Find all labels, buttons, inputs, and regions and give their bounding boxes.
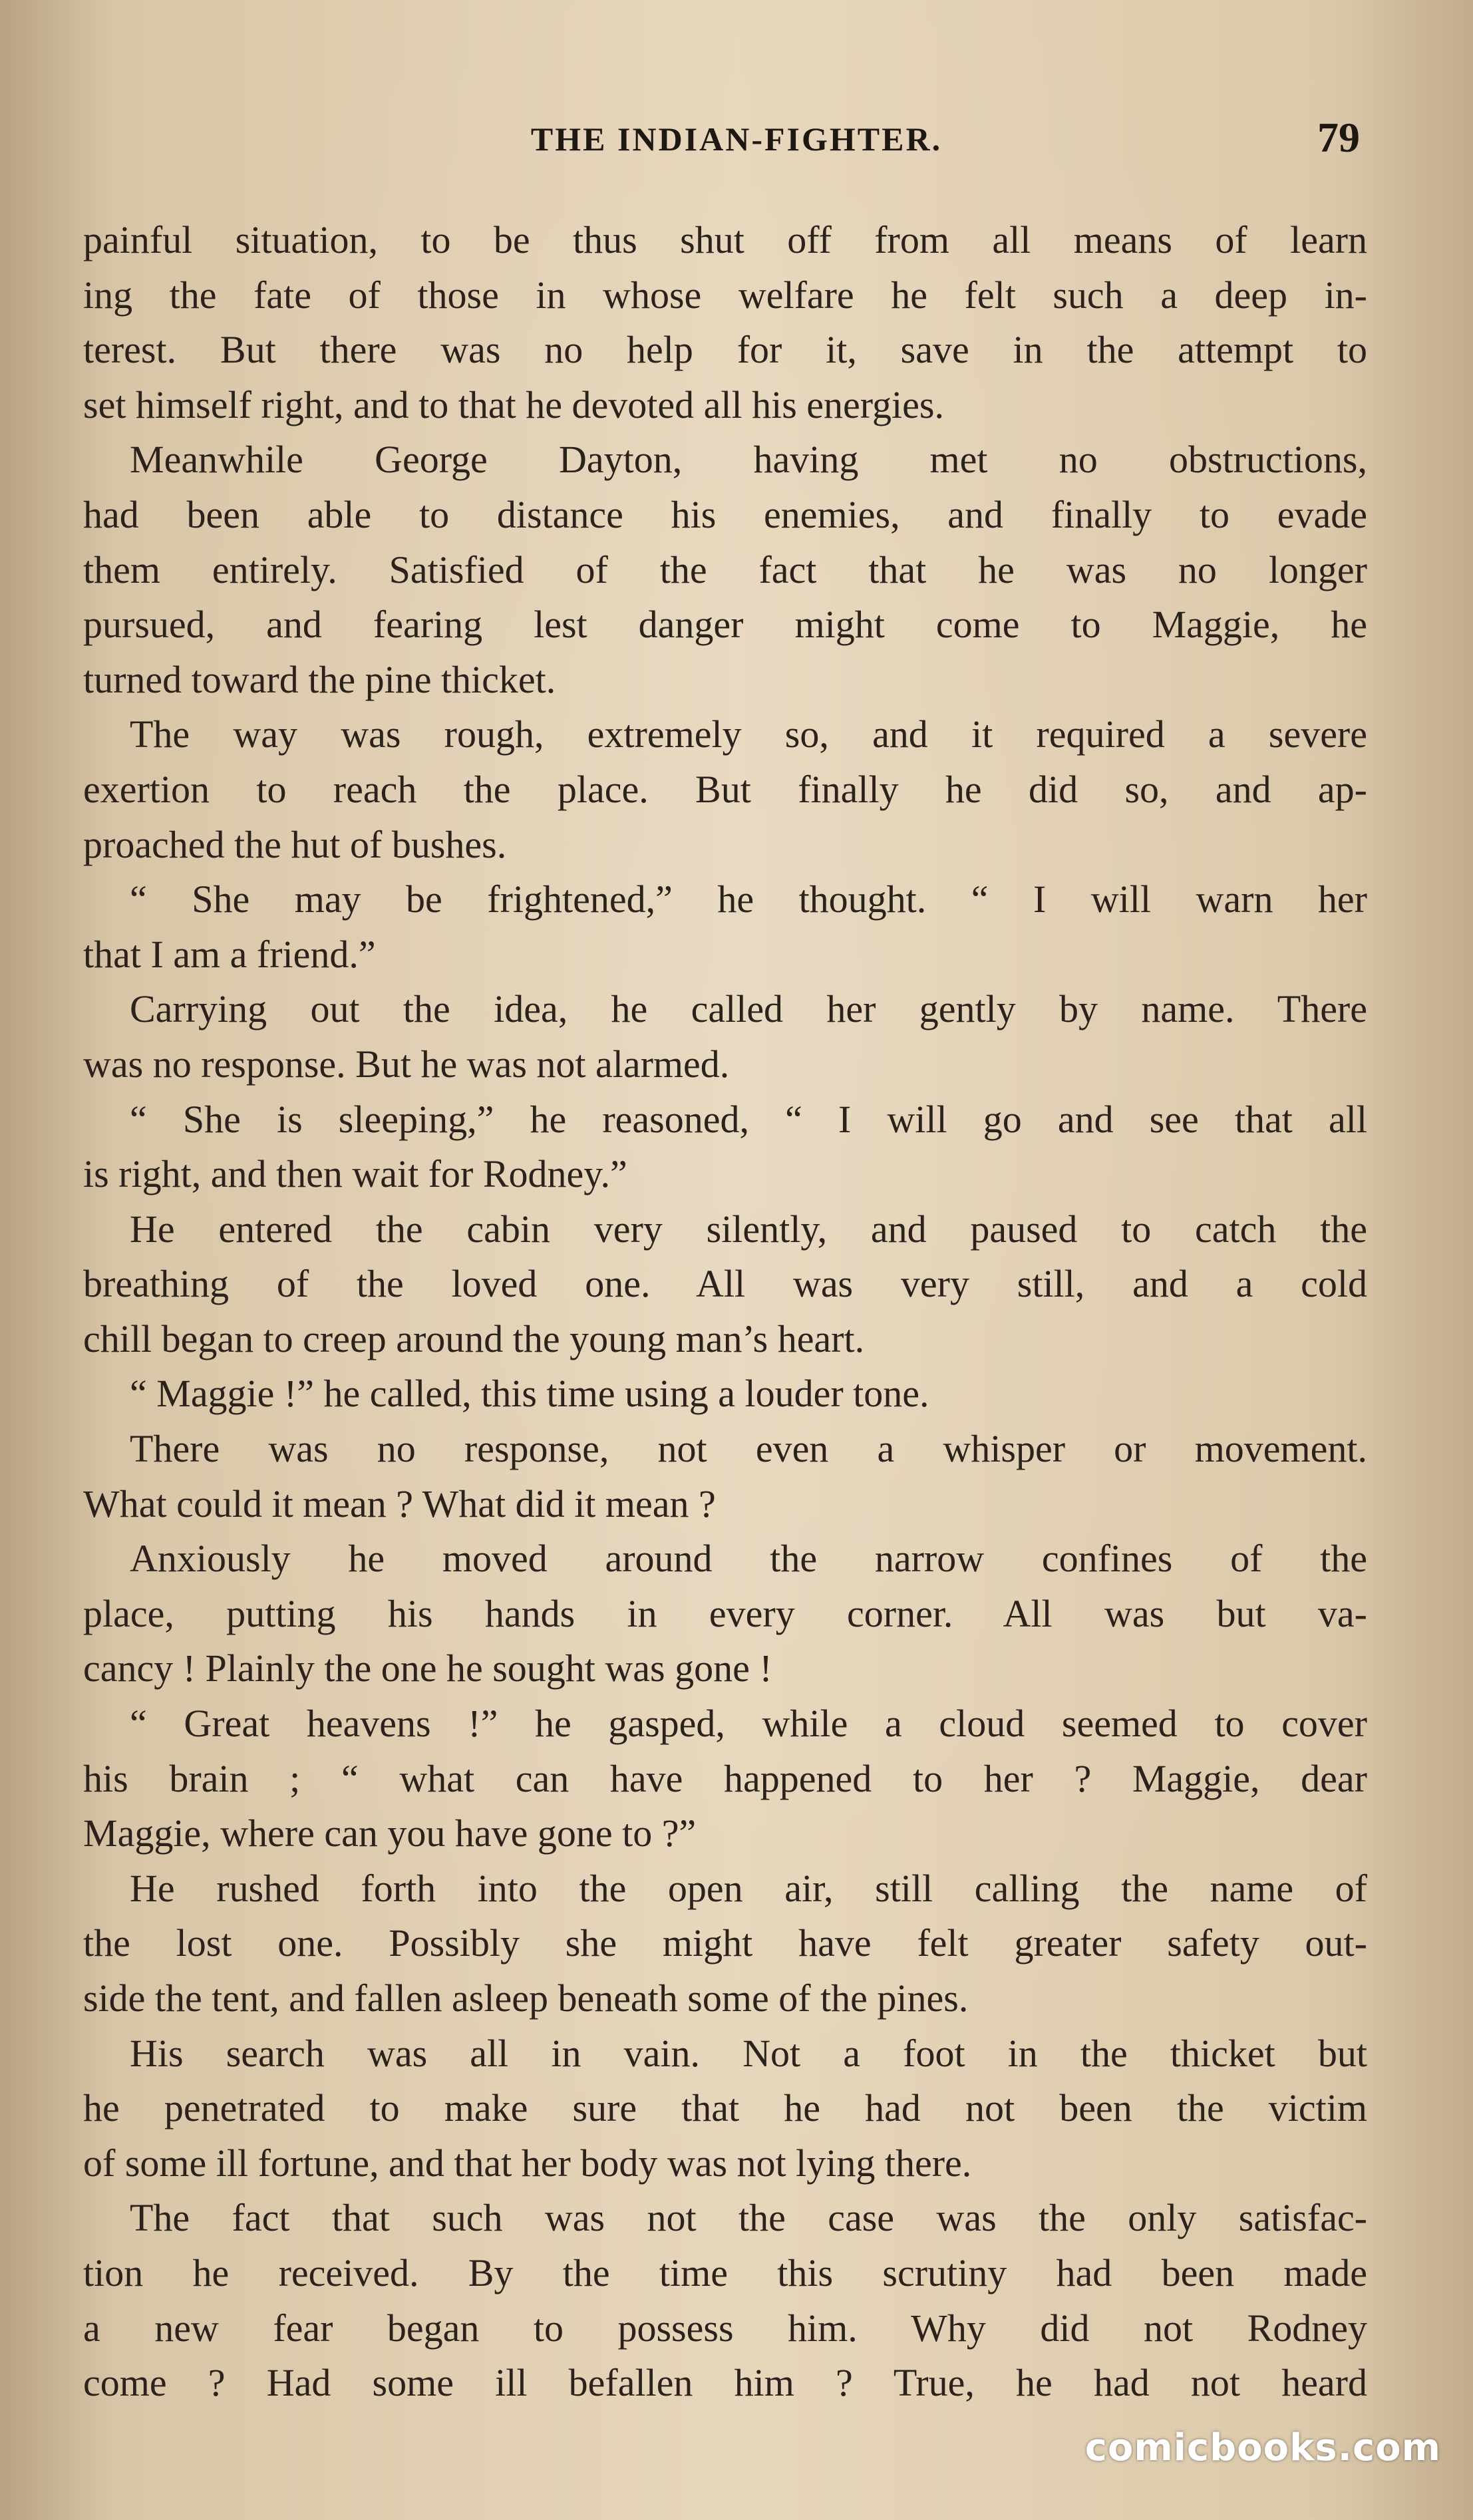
text-line: is right, and then wait for Rodney.” [83,1152,627,1196]
text-line: There was no response, not even a whisper or movement. [130,1427,1367,1471]
page-number: 79 [1317,114,1360,161]
text-line: Anxiously he moved around the narrow confines of the [130,1537,1367,1581]
text-line: The fact that such was not the case was the only satisfac- [130,2196,1367,2240]
text-line: pursued, and fearing lest danger might come to Maggie, he [83,603,1367,647]
text-line: he penetrated to make sure that he had not been the victim [83,2086,1367,2130]
body-text [83,213,1367,2411]
text-line: turned toward the pine thicket. [83,657,556,701]
text-line: his brain ; “ what can have happened to her ? Maggie, dear [83,1756,1367,1800]
text-line: terest. But there was no help for it, save in the attempt to [83,328,1367,372]
text-line: of some ill fortune, and that her body was not lying there. [83,2141,972,2185]
text-line: cancy ! Plainly the one he sought was gone ! [83,1647,772,1690]
text-line: exertion to reach the place. But finally he did so, and ap- [83,767,1367,811]
text-line: set himself right, and to that he devoted all his energies. [83,383,944,426]
text-line: tion he received. By the time this scrutiny had been made [83,2251,1367,2294]
running-title: THE INDIAN-FIGHTER. [530,120,943,158]
text-line: “ Maggie !” he called, this time using a louder tone. [130,1372,929,1416]
text-line: them entirely. Satisfied of the fact that he was no longer [83,548,1367,591]
text-line: breathing of the loved one. All was very still, and a cold [83,1262,1367,1306]
text-line: the lost one. Possibly she might have felt greater safety out- [83,1921,1367,1965]
text-line: What could it mean ? What did it mean ? [83,1482,716,1525]
text-line: was no response. But he was not alarmed. [83,1042,730,1086]
text-line: The way was rough, extremely so, and it required a severe [130,712,1367,756]
text-line: that I am a friend.” [83,932,376,976]
text-line: a new fear began to possess him. Why did not Rodney [83,2306,1367,2350]
text-line: ing the fate of those in whose welfare he felt such a deep in- [83,273,1367,317]
text-line: “ She is sleeping,” he reasoned, “ I will go and see that all [130,1097,1367,1141]
text-line: chill began to creep around the young man’s heart. [83,1317,865,1360]
text-line: Maggie, where can you have gone to ?” [83,1811,697,1855]
text-line: painful situation, to be thus shut off from all means of learn [83,218,1367,261]
text-line: side the tent, and fallen asleep beneath some of the pines. [83,1976,969,2020]
text-line: He rushed forth into the open air, still calling the name of [130,1866,1367,1910]
text-line: Carrying out the idea, he called her gently by name. There [130,987,1367,1031]
page-header [0,113,1473,173]
text-line: come ? Had some ill befallen him ? True, he had not heard [83,2361,1367,2405]
text-line: “ Great heavens !” he gasped, while a cloud seemed to cover [130,1702,1367,1746]
text-line: place, putting his hands in every corner. All was but va- [83,1591,1367,1635]
text-line: proached the hut of bushes. [83,822,507,866]
text-line: had been able to distance his enemies, and finally to evade [83,492,1367,536]
text-line: He entered the cabin very silently, and paused to catch the [130,1207,1367,1251]
text-line: “ She may be frightened,” he thought. “ I will warn her [130,877,1367,921]
text-line: His search was all in vain. Not a foot in the thicket but [130,2031,1367,2075]
text-line: Meanwhile George Dayton, having met no obstructions, [130,438,1367,482]
watermark: comicbooks.com [1084,2426,1441,2469]
